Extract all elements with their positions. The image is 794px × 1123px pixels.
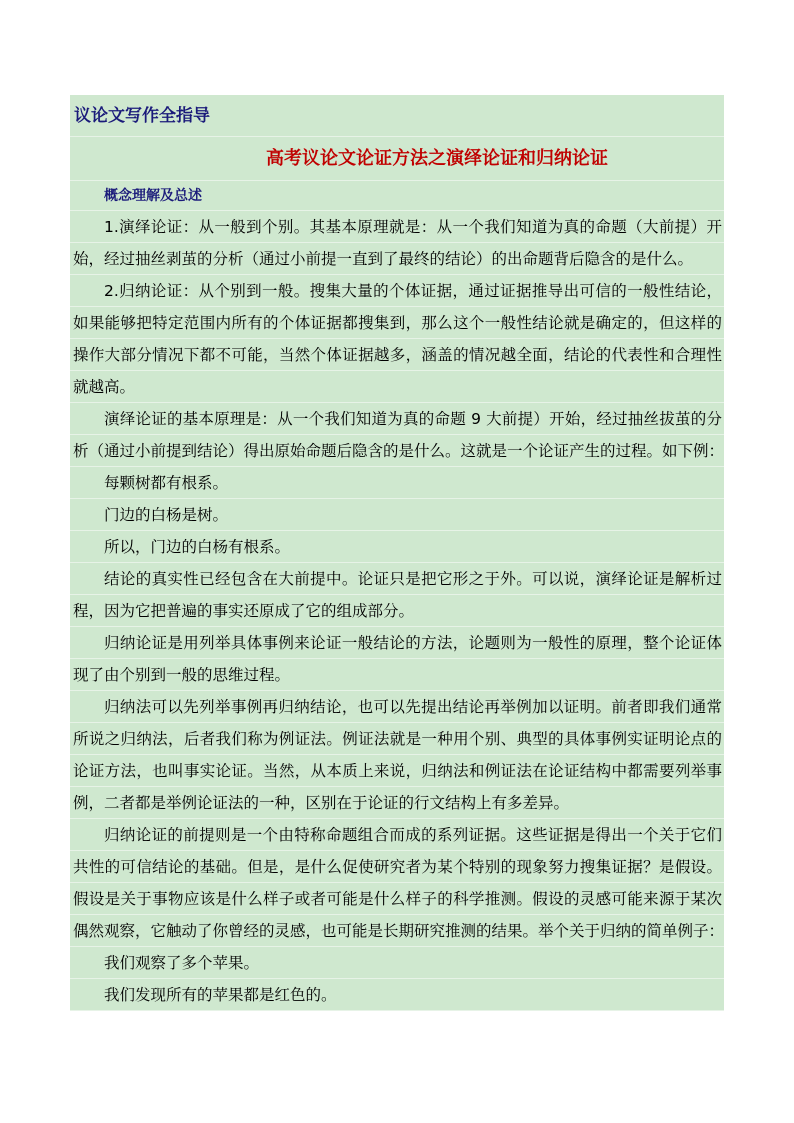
text-line: 1.演绎论证：从一般到个别。其基本原理就是：从一个我们知道为真的命题（大前提）开 (70, 211, 724, 243)
text-line: 归纳论证是用列举具体事例来论证一般结论的方法，论题则为一般性的原理，整个论证体 (70, 627, 724, 659)
text-line: 所以，门边的白杨有根系。 (70, 531, 724, 563)
text-line: 门边的白杨是树。 (70, 499, 724, 531)
text-line: 2.归纳论证：从个别到一般。搜集大量的个体证据，通过证据推导出可信的一般性结论， (70, 275, 724, 307)
text-line: 程，因为它把普遍的事实还原成了它的组成部分。 (70, 595, 724, 627)
text-line: 所说之归纳法，后者我们称为例证法。例证法就是一种用个别、典型的具体事例实证明论点的 (70, 723, 724, 755)
text-line: 共性的可信结论的基础。但是，是什么促使研究者为某个特别的现象努力搜集证据？是假设。 (70, 851, 724, 883)
text-line: 析（通过小前提到结论）得出原始命题后隐含的是什么。这就是一个论证产生的过程。如下例： (70, 435, 724, 467)
text-line: 归纳法可以先列举事例再归纳结论，也可以先提出结论再举例加以证明。前者即我们通常 (70, 691, 724, 723)
article-title: 高考议论文论证方法之演绎论证和归纳论证 (70, 137, 724, 181)
text-line: 如果能够把特定范围内所有的个体证据都搜集到，那么这个一般性结论就是确定的，但这样的 (70, 307, 724, 339)
section-heading: 概念理解及总述 (70, 181, 724, 211)
text-line: 演绎论证的基本原理是：从一个我们知道为真的命题 9 大前提）开始，经过抽丝拔茧的分 (70, 403, 724, 435)
text-line: 论证方法，也叫事实论证。当然，从本质上来说，归纳法和例证法在论证结构中都需要列举事 (70, 755, 724, 787)
guide-title: 议论文写作全指导 (70, 95, 724, 137)
text-line: 我们发现所有的苹果都是红色的。 (70, 979, 724, 1011)
text-line: 例，二者都是举例论证法的一种，区别在于论证的行文结构上有多差异。 (70, 787, 724, 819)
text-line: 我们观察了多个苹果。 (70, 947, 724, 979)
text-line: 始，经过抽丝剥茧的分析（通过小前提一直到了最终的结论）的出命题背后隐含的是什么。 (70, 243, 724, 275)
text-line: 每颗树都有根系。 (70, 467, 724, 499)
text-line: 结论的真实性已经包含在大前提中。论证只是把它形之于外。可以说，演绎论证是解析过 (70, 563, 724, 595)
text-line: 现了由个别到一般的思维过程。 (70, 659, 724, 691)
document-body (70, 95, 724, 1011)
text-line: 假设是关于事物应该是什么样子或者可能是什么样子的科学推测。假设的灵感可能来源于某次 (70, 883, 724, 915)
paragraph-lines (70, 211, 724, 1011)
text-line: 归纳论证的前提则是一个由特称命题组合而成的系列证据。这些证据是得出一个关于它们 (70, 819, 724, 851)
text-line: 就越高。 (70, 371, 724, 403)
text-line: 偶然观察，它触动了你曾经的灵感，也可能是长期研究推测的结果。举个关于归纳的简单例子： (70, 915, 724, 947)
text-line: 操作大部分情况下都不可能，当然个体证据越多，涵盖的情况越全面，结论的代表性和合理性 (70, 339, 724, 371)
